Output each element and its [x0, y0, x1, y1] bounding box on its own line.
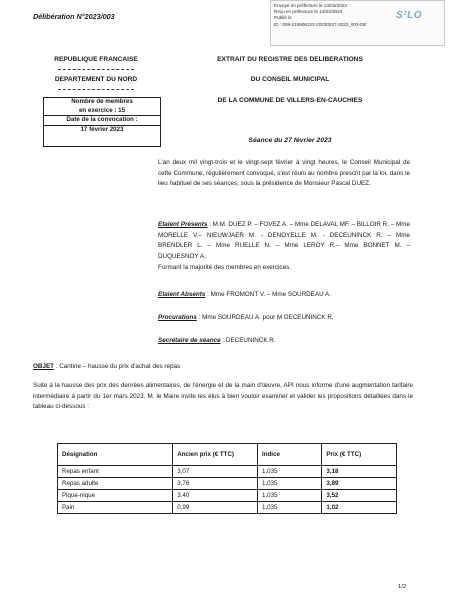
col-designation: Désignation	[58, 444, 173, 466]
object-line	[33, 363, 180, 370]
cell-designation: Pain	[58, 502, 173, 514]
cell-old-price: 3,40	[173, 490, 258, 502]
convocation-label: Date de la convocation :	[44, 115, 160, 125]
header-divider	[58, 69, 134, 70]
members-count: en exercice : 15	[78, 106, 126, 114]
cell-old-price: 3,07	[173, 466, 258, 478]
extract-title: EXTRAIT DU REGISTRE DES DELIBERATIONS	[217, 56, 363, 63]
table-row	[58, 478, 397, 490]
session-title: Séance du 27 février 2023	[248, 137, 332, 144]
proxies	[158, 313, 410, 324]
secretary-name: : DECEUNINCK R.	[220, 337, 276, 344]
present-members	[158, 220, 410, 262]
page-number: 1/2	[398, 584, 407, 590]
cell-old-price: 0,99	[173, 502, 258, 514]
present-label: Etaient Présents	[158, 221, 208, 228]
stamp-line: ID : 059-215906223-20230227-2023_003-DE	[274, 21, 367, 27]
prefecture-stamp	[270, 0, 445, 46]
info-box	[43, 97, 161, 147]
absent-members	[158, 290, 410, 301]
proxy-text: : Mme SOURDEAU A. pour M DECEUNINCK R.	[196, 314, 334, 321]
present-list: : M.M. DUEZ P. – FOVEZ A. – Mme DELAVAL MF. – BILLOIR R. – Mme MORELLE V.– NIEUWJAER M. - DENOYELLE M. - DECEUNINCK R. – Mme BRENDLER L. – Mme RUELLE N. – Mme LEROY R.– Mme BONNET M. – DUQUESNOY A.	[158, 221, 410, 260]
republic-label: REPUBLIQUE FRANCAISE	[54, 56, 138, 63]
cell-designation: Repas adulte	[58, 478, 173, 490]
cell-index: 1,035	[258, 478, 322, 490]
convocation-date: 17 février 2023	[44, 125, 160, 135]
cell-new-price: 3,89	[322, 478, 397, 490]
cell-new-price: 3,18	[322, 466, 397, 478]
secretary	[158, 336, 410, 347]
deliberation-number: Délibération N°2023/003	[33, 12, 115, 21]
price-table	[57, 443, 397, 514]
table-row	[58, 502, 397, 514]
col-new-price: Prix (€ TTC)	[322, 444, 397, 466]
cell-old-price: 3,76	[173, 478, 258, 490]
cell-designation: Pique-nique	[58, 490, 173, 502]
secretary-label: Secrétaire de séance	[158, 337, 221, 344]
cell-designation: Repas enfant	[58, 466, 173, 478]
object-label: OBJET	[33, 363, 54, 370]
col-old-price: Ancien prix (€ TTC)	[173, 444, 258, 466]
session-intro: L'an deux mil vingt-trois et le vingt-sept février à vingt heures, le Conseil Municipal de cette Commune, régulièrement convoqué, s'est réuni au nombre prescrit par la loi, dans le lieu habituel de ses séances, sous la présidence de Monsieur Pascal DUEZ.	[158, 159, 410, 187]
header-divider	[58, 89, 134, 90]
table-row	[58, 466, 397, 478]
table-row	[58, 490, 397, 502]
cell-index: 1,035	[258, 466, 322, 478]
slo-logo: S²LO	[396, 10, 422, 21]
majority-note: Formant la majorité des membres en exercices.	[158, 264, 291, 271]
commune-title: DE LA COMMUNE DE VILLERS-EN-CAUCHIES	[217, 97, 363, 104]
department-label: DEPARTEMENT DU NORD	[54, 76, 138, 83]
stamp-line: Envoyé en préfecture le 13/03/2023	[274, 3, 347, 8]
object-text: : Cantine – hausse du prix d'achat des repas	[54, 363, 181, 370]
members-label: Nombre de membres	[71, 98, 133, 105]
absent-list: : Mme FROMONT V. – Mme SOURDEAU A.	[205, 291, 331, 298]
cell-index: 1,035	[258, 490, 322, 502]
council-title: DU CONSEIL MUNICIPAL	[250, 76, 330, 83]
proxy-label: Procurations	[158, 314, 197, 321]
cell-new-price: 3,52	[322, 490, 397, 502]
absent-label: Etaient Absents	[158, 291, 206, 298]
cell-index: 1,035	[258, 502, 322, 514]
stamp-line: Publié le	[274, 15, 292, 21]
table-header-row	[58, 444, 397, 466]
body-paragraph: Suite à la hausse des prix des denrées alimentaires, de l'énergie et de la main d'œuvre, API nous informe d'une augmentation tarifaire intermédiaire à partir du 1er mars 2023. M. le Maire invite les élus à bien vouloir examiner et valider les propositions détaillées dans le tableau ci-dessous :	[33, 382, 413, 410]
cell-new-price: 1,02	[322, 502, 397, 514]
stamp-line: Reçu en préfecture le 13/03/2023	[274, 9, 343, 15]
col-index: Indice	[258, 444, 322, 466]
